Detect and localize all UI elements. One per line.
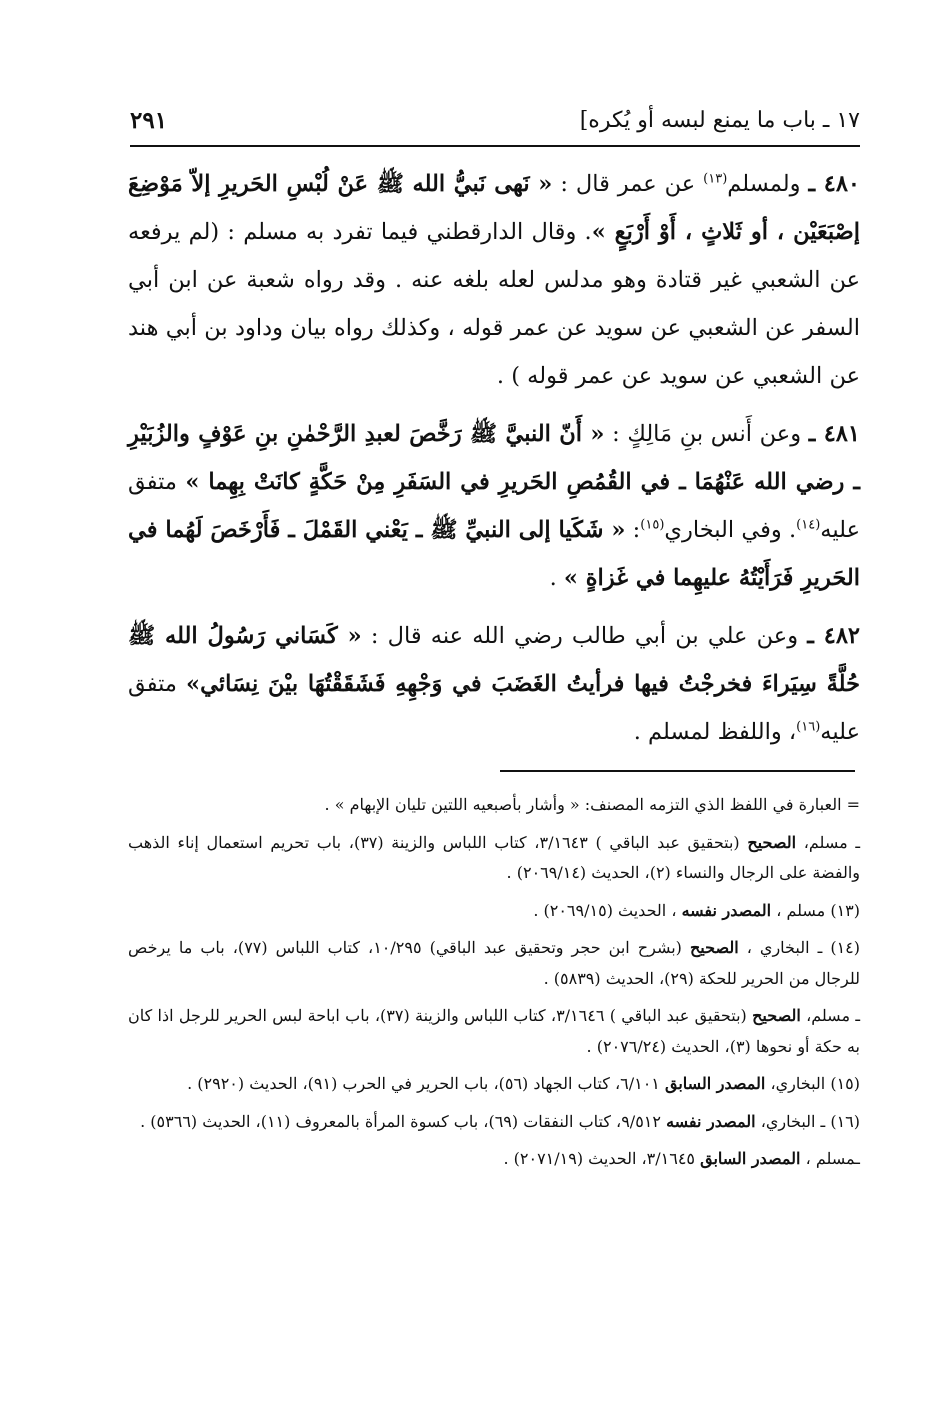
hadith-480 — [128, 160, 860, 400]
hadith-text: متفق عليه — [128, 671, 860, 745]
source-title: المصدر نفسه — [681, 900, 772, 920]
hadith-text: : — [625, 517, 641, 543]
footnote — [128, 1001, 860, 1062]
footnote-text: ، الحديث (٢٠٦٩/١٥) . — [533, 900, 682, 920]
source-title: الصحيح — [747, 832, 797, 852]
footnote-text: (بتحقيق عبد الباقي ) ٣/١٦٤٦، كتاب اللباس والزينة (٣٧)، باب اباحة لبس الحرير للرجل اذا كان به حكة أو نحوها (٣)، الحديث (٢٠٧٦/٢٤) . — [128, 1006, 860, 1056]
footnotes — [128, 790, 860, 1182]
hadith-text: ولمسلم — [727, 171, 809, 197]
source-title: الصحيح — [689, 938, 739, 957]
footnote — [128, 828, 860, 889]
source-title: المصدر السابق — [700, 1149, 801, 1168]
footnote-ref: (١٤) — [796, 517, 821, 533]
footnote-text: (١٣) مسلم ، — [771, 900, 860, 920]
footnote-text: ٦/١٠١، كتاب الجهاد (٥٦)، باب الحرير في الحرب (٩١)، الحديث (٢٩٢٠) . — [187, 1074, 665, 1093]
hadith-text: متفق عليه — [128, 469, 861, 543]
footnote — [128, 933, 860, 994]
source-title: المصدر نفسه — [666, 1111, 756, 1131]
footnote-text: ٣/١٦٤٥، الحديث (٢٠٧١/١٩) . — [503, 1149, 701, 1168]
footnote — [128, 790, 860, 821]
footnote-text: (بتحقيق عبد الباقي ) ٣/١٦٤٣، كتاب اللباس والزينة (٣٧)، باب تحريم استعمال إناء الذهب والفضة على الرجال والنساء (٢)، الحديث (٢٠٦٩/١٤) . — [128, 832, 860, 882]
footnote-text: (١٤) ـ البخاري ، — [738, 938, 861, 957]
hadith-text: وعن علي بن أبي طالب رضي الله عنه قال : — [361, 623, 808, 649]
footnote-text: (١٦) ـ البخاري، — [755, 1111, 860, 1131]
footnote — [128, 1107, 860, 1138]
hadith-text: . — [549, 565, 564, 591]
footnote — [128, 1144, 860, 1175]
hadith-number: ٤٨٢ ـ — [807, 623, 860, 649]
hadith-text: عن عمر قال : — [552, 171, 704, 197]
footnote-ref: (١٥) — [640, 517, 665, 533]
hadith-482 — [128, 612, 860, 756]
main-text — [128, 160, 860, 766]
footnote — [128, 1069, 860, 1100]
footnote-text: (بشرح ابن حجر وتحقيق عبد الباقي) ١٠/٢٩٥، كتاب اللباس (٧٧)، باب ما يرخص للرجال من الحرير للحكة (٢٩)، الحديث (٥٨٣٩) . — [128, 938, 860, 988]
hadith-text: ، واللفظ لمسلم . — [633, 719, 797, 745]
hadith-matn: « أَنّ النبيَّ ﷺ رَخَّصَ لعبدِ الرَّحْمٰنِ بنِ عَوْفٍ والزُبَيْرِ ـ رضي الله عَنْهُمَا ـ في القُمُصِ الحَريرِ في السَفَرِ مِنْ حَكَّةٍ كانَتْ بِهِما » — [128, 421, 861, 495]
running-title: ١٧ ـ باب ما يمنع لبسه أو يُكره] — [579, 107, 860, 133]
footnote-text: ـ مسلم، — [800, 1006, 861, 1025]
hadith-481 — [128, 410, 860, 602]
hadith-text: وعن أَنس بنِ مَالِكٍ : — [604, 421, 809, 447]
footnote-separator — [500, 770, 855, 772]
hadith-matn: « نَهى نَبيُّ الله ﷺ عَنْ لُبْسِ الحَريرِ إلاّ مَوْضِعَ إصْبَعَيْن ، أو ثَلاثٍ ، أَوْ أَرْبَعٍ » — [128, 171, 860, 245]
page-header — [130, 95, 860, 147]
hadith-number: ٤٨٠ ـ — [808, 171, 860, 197]
footnote — [128, 896, 860, 927]
footnote-text: (١٥) البخاري، — [765, 1074, 860, 1093]
source-title: المصدر السابق — [664, 1074, 766, 1093]
source-title: الصحيح — [752, 1006, 801, 1025]
page-number: ٢٩١ — [130, 106, 168, 134]
hadith-number: ٤٨١ ـ — [808, 421, 860, 447]
footnote-text: ٩/٥١٢، كتاب النفقات (٦٩)، باب كسوة المرأة بالمعروف (١١)، الحديث (٥٣٦٦) . — [140, 1111, 667, 1131]
hadith-text: . وقال الدارقطني فيما تفرد به مسلم : (لم يرفعه عن الشعبي غير قتادة وهو مدلس لعله بلغه عنه . وقد رواه شعبة عن ابن أبي السفر عن الشعبي عن سويد عن عمر قوله ، وكذلك رواه بيان وداود بن أبي هند عن الشعبي عن سويد عن عمر قوله ) . — [128, 219, 860, 389]
hadith-matn: « كَسَاني رَسُولُ الله ﷺ حُلَّةً سِيَراءَ فخرجْتُ فيها فرأيتُ الغَضَبَ في وَجْهِهِ فَشَقَقْتُهَا بيْنَ نِسَائي» — [128, 623, 860, 697]
footnote-text: = العبارة في اللفظ الذي التزمه المصنف: « وأشار بأصبعيه اللتين تليان الإبهام » . — [324, 795, 860, 814]
footnote-ref: (١٣) — [703, 171, 728, 187]
hadith-matn: « شَكَيا إلى النبيِّ ﷺ ـ يَعْني القَمْلَ ـ فَأَرْخَصَ لَهُما في الحَريرِ فَرَأَيْتُهُ عليهِما في غَزاةٍ » — [128, 517, 860, 591]
footnote-text: ـ مسلم، — [796, 832, 861, 852]
footnote-text: ـمسلم ، — [800, 1149, 860, 1168]
footnote-ref: (١٦) — [796, 719, 821, 735]
hadith-text: . وفي البخاري — [664, 517, 797, 543]
